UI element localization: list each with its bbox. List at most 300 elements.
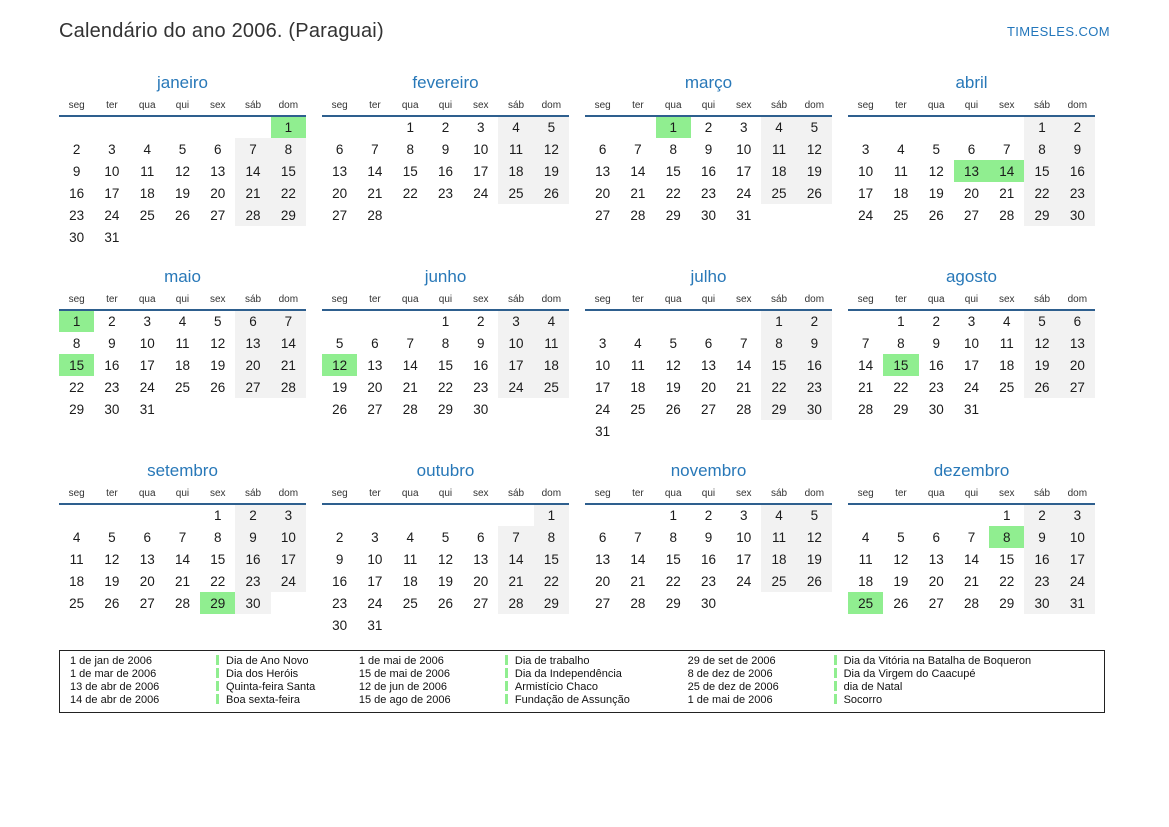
day-cell: 9 (235, 526, 270, 548)
day-cell: 2 (932, 314, 940, 329)
day-cell: 6 (932, 529, 940, 545)
day-cell: 10 (139, 335, 155, 351)
day-cell: 26 (928, 207, 944, 223)
day-cell: 30 (104, 401, 120, 417)
day-cell: 20 (963, 185, 979, 201)
legend-holiday-label: Dia da Independência (514, 668, 622, 680)
week-row (322, 332, 569, 354)
day-cell: 2 (441, 120, 450, 135)
day-cell: 15 (665, 551, 681, 567)
legend-date: 1 de mai de 2006 (358, 655, 444, 667)
week-row (848, 398, 1095, 420)
legend-holiday-label: Dia de Ano Novo (226, 655, 309, 667)
week-row (59, 204, 306, 226)
week-row (59, 160, 306, 182)
week-row (59, 548, 306, 570)
day-cell: 9 (1024, 526, 1059, 548)
day-cell (235, 116, 270, 138)
day-cell: 25 (848, 592, 883, 614)
legend-date: 15 de mai de 2006 (358, 668, 451, 680)
day-cell (498, 204, 533, 226)
day-cell: 19 (174, 185, 190, 201)
day-cell: 22 (69, 379, 85, 395)
day-cell (357, 310, 392, 332)
day-cell: 13 (595, 163, 611, 179)
day-cell (59, 504, 94, 526)
holiday-marker-icon (216, 655, 219, 665)
day-cell: 29 (69, 401, 85, 417)
week-row (322, 376, 569, 398)
day-cell: 30 (69, 229, 85, 245)
day-cell: 24 (271, 570, 306, 592)
day-cell: 18 (999, 357, 1015, 373)
weekday-label: dom (534, 488, 569, 504)
day-cell: 12 (1024, 332, 1059, 354)
holiday-marker-icon (834, 655, 837, 665)
weekday-label: dom (797, 294, 832, 310)
day-cell: 30 (797, 398, 832, 420)
day-cell: 23 (928, 379, 944, 395)
day-cell: 28 (174, 595, 190, 611)
legend-holiday-name (216, 668, 359, 681)
week-row (322, 138, 569, 160)
day-cell: 12 (797, 526, 832, 548)
day-cell: 19 (797, 548, 832, 570)
legend-date: 1 de jan de 2006 (70, 655, 152, 667)
day-cell: 15 (210, 551, 226, 567)
day-cell: 26 (437, 595, 453, 611)
weekday-label: sáb (761, 488, 796, 504)
day-cell: 27 (210, 207, 226, 223)
legend-group (688, 655, 1096, 707)
day-cell: 21 (858, 379, 874, 395)
holiday-marker-icon (834, 681, 837, 691)
weekday-label: qua (393, 100, 428, 116)
day-cell: 3 (861, 141, 870, 157)
weekday-label: ter (357, 294, 392, 310)
day-cell: 6 (598, 141, 607, 157)
week-row (322, 160, 569, 182)
day-cell: 21 (174, 573, 190, 589)
day-cell: 26 (665, 401, 681, 417)
week-row (585, 398, 832, 420)
day-cell: 11 (999, 335, 1014, 351)
day-cell: 14 (736, 357, 752, 373)
day-cell: 1 (1003, 508, 1011, 523)
week-row (848, 182, 1095, 204)
day-cell (498, 398, 533, 420)
day-cell: 28 (498, 592, 533, 614)
day-cell: 20 (928, 573, 944, 589)
day-cell: 16 (69, 185, 85, 201)
legend-holiday-name (834, 681, 1096, 694)
weekday-label: sáb (498, 488, 533, 504)
day-cell: 23 (437, 185, 453, 201)
day-cell: 23 (700, 185, 716, 201)
day-cell: 18 (498, 160, 533, 182)
day-cell: 17 (736, 163, 752, 179)
weekday-label: ter (94, 488, 129, 504)
day-cell: 12 (893, 551, 909, 567)
month-days (322, 116, 569, 226)
day-cell: 21 (367, 185, 383, 201)
day-cell: 8 (534, 526, 569, 548)
week-row (59, 182, 306, 204)
week-row (322, 526, 569, 548)
day-cell: 13 (1060, 332, 1095, 354)
month-days (848, 116, 1095, 226)
day-cell (200, 226, 235, 248)
day-cell: 9 (335, 551, 344, 567)
day-cell: 1 (1024, 116, 1059, 138)
day-cell: 31 (736, 207, 752, 223)
day-cell: 13 (595, 551, 611, 567)
week-row (585, 354, 832, 376)
day-cell: 9 (108, 335, 116, 351)
day-cell: 18 (761, 160, 796, 182)
legend-holiday-label: Armistício Chaco (514, 681, 599, 693)
day-cell: 9 (477, 335, 485, 351)
legend-holiday-name (834, 655, 1096, 668)
holidays-legend (59, 650, 1105, 713)
day-cell: 29 (271, 204, 306, 226)
day-cell (534, 204, 569, 226)
day-cell: 8 (214, 529, 222, 545)
day-cell: 31 (963, 401, 979, 417)
day-cell: 23 (104, 379, 120, 395)
day-cell (919, 504, 954, 526)
day-cell (848, 504, 883, 526)
legend-date: 13 de abr de 2006 (70, 681, 160, 693)
day-cell: 29 (893, 401, 909, 417)
day-cell: 23 (332, 595, 348, 611)
weekday-header-row (848, 100, 1095, 116)
month-table (59, 488, 306, 614)
week-row (322, 354, 569, 376)
week-row (848, 570, 1095, 592)
day-cell: 20 (473, 573, 489, 589)
day-cell (761, 204, 796, 226)
weekday-label: dom (1060, 294, 1095, 310)
legend-holiday-label: Dia da Vitória na Batalha de Boqueron (843, 655, 1032, 667)
weekday-label: qua (130, 100, 165, 116)
weekday-label: dom (534, 294, 569, 310)
month-calendar (59, 267, 306, 461)
day-cell (797, 420, 832, 442)
day-cell: 16 (1024, 548, 1059, 570)
day-cell: 31 (367, 617, 383, 633)
month-title: outubro (416, 461, 475, 480)
day-cell: 1 (214, 508, 222, 523)
day-cell: 3 (498, 310, 533, 332)
day-cell (726, 310, 761, 332)
day-cell: 30 (1024, 592, 1059, 614)
weekday-label: sex (463, 294, 498, 310)
day-cell: 7 (861, 335, 870, 351)
weekday-label: seg (59, 488, 94, 504)
day-cell: 10 (963, 335, 979, 351)
day-cell: 6 (214, 141, 222, 157)
day-cell: 9 (932, 335, 940, 351)
day-cell (498, 504, 533, 526)
day-cell: 26 (534, 182, 569, 204)
day-cell: 22 (210, 573, 226, 589)
day-cell: 18 (402, 573, 418, 589)
day-cell (428, 614, 463, 636)
legend-group (70, 655, 359, 707)
day-cell: 23 (1024, 570, 1059, 592)
day-cell (761, 420, 796, 442)
site-link[interactable]: TIMESLES.COM (1006, 24, 1110, 39)
week-row (59, 398, 306, 420)
day-cell: 22 (761, 376, 796, 398)
weekday-label: dom (797, 100, 832, 116)
day-cell (498, 614, 533, 636)
day-cell: 21 (498, 570, 533, 592)
day-cell: 18 (534, 354, 569, 376)
weekday-label: sex (989, 488, 1024, 504)
legend-date: 1 de mai de 2006 (687, 694, 773, 706)
week-row (59, 504, 306, 526)
month-calendar (322, 267, 569, 461)
day-cell: 7 (498, 526, 533, 548)
legend-date: 1 de mar de 2006 (70, 668, 157, 680)
day-cell: 23 (69, 207, 85, 223)
day-cell: 29 (437, 401, 453, 417)
day-cell: 15 (761, 354, 796, 376)
day-cell: 13 (332, 163, 348, 179)
day-cell: 2 (704, 508, 713, 523)
day-cell: 6 (477, 529, 485, 545)
day-cell: 5 (1024, 310, 1059, 332)
day-cell: 9 (704, 141, 713, 157)
weekday-label: dom (1060, 100, 1095, 116)
weekday-label: ter (620, 294, 655, 310)
day-cell: 25 (139, 207, 155, 223)
day-cell: 18 (761, 548, 796, 570)
week-row (848, 332, 1095, 354)
day-cell: 29 (761, 398, 796, 420)
weekday-label: seg (322, 100, 357, 116)
day-cell: 20 (595, 573, 611, 589)
week-row (848, 504, 1095, 526)
day-cell (726, 592, 761, 614)
day-cell: 24 (595, 401, 611, 417)
week-row (585, 570, 832, 592)
day-cell: 25 (999, 379, 1015, 395)
weekday-label: ter (883, 294, 918, 310)
day-cell (954, 504, 989, 526)
week-row (322, 310, 569, 332)
day-cell: 6 (235, 310, 270, 332)
day-cell: 2 (1060, 116, 1095, 138)
day-cell: 18 (69, 573, 85, 589)
holiday-marker-icon (505, 681, 508, 691)
legend-holiday-name (505, 681, 688, 694)
week-row (848, 138, 1095, 160)
day-cell: 26 (797, 182, 832, 204)
day-cell: 20 (332, 185, 348, 201)
holiday-marker-icon (505, 668, 508, 678)
day-cell: 1 (534, 504, 569, 526)
day-cell: 17 (858, 185, 874, 201)
day-cell: 14 (989, 160, 1024, 182)
day-cell: 27 (1060, 376, 1095, 398)
day-cell: 1 (897, 314, 905, 329)
day-cell: 2 (704, 120, 713, 135)
day-cell: 22 (893, 379, 909, 395)
day-cell: 29 (200, 592, 235, 614)
day-cell: 17 (139, 357, 155, 373)
day-cell (322, 310, 357, 332)
weekday-label: dom (271, 488, 306, 504)
day-cell: 28 (736, 401, 752, 417)
day-cell: 10 (367, 551, 383, 567)
day-cell (585, 504, 620, 526)
day-cell (883, 504, 918, 526)
week-row (585, 376, 832, 398)
day-cell: 16 (104, 357, 120, 373)
week-row (322, 570, 569, 592)
day-cell: 5 (797, 116, 832, 138)
month-calendar (322, 73, 569, 267)
month-days (59, 504, 306, 614)
day-cell: 13 (367, 357, 383, 373)
day-cell: 27 (332, 207, 348, 223)
day-cell: 4 (861, 529, 870, 545)
weekday-label: ter (357, 488, 392, 504)
day-cell: 17 (595, 379, 611, 395)
day-cell: 2 (797, 310, 832, 332)
month-table (848, 100, 1095, 226)
day-cell: 12 (210, 335, 226, 351)
month-calendar (59, 73, 306, 267)
month-title: novembro (670, 461, 747, 480)
day-cell (797, 592, 832, 614)
week-row (59, 332, 306, 354)
month-calendar (848, 73, 1095, 267)
day-cell: 9 (72, 163, 81, 179)
day-cell: 30 (700, 207, 716, 223)
day-cell: 28 (858, 401, 874, 417)
weekday-header-row (585, 100, 832, 116)
day-cell (235, 226, 270, 248)
weekday-label: sex (200, 100, 235, 116)
day-cell: 26 (1024, 376, 1059, 398)
day-cell: 17 (104, 185, 120, 201)
month-days (585, 504, 832, 614)
week-row (848, 354, 1095, 376)
day-cell: 3 (143, 314, 151, 329)
day-cell: 15 (59, 354, 94, 376)
day-cell: 13 (700, 357, 716, 373)
day-cell: 24 (963, 379, 979, 395)
weekday-label: sáb (1024, 488, 1059, 504)
day-cell: 20 (595, 185, 611, 201)
weekday-label: seg (585, 294, 620, 310)
day-cell: 25 (402, 595, 418, 611)
month-table (585, 488, 832, 614)
month-title: setembro (147, 461, 218, 480)
weekday-label: sex (463, 100, 498, 116)
day-cell: 29 (1024, 204, 1059, 226)
day-cell: 28 (367, 207, 383, 223)
weekday-header-row (848, 294, 1095, 310)
day-cell: 4 (761, 504, 796, 526)
weekday-header-row (848, 488, 1095, 504)
day-cell: 27 (367, 401, 383, 417)
weekday-label: sex (463, 488, 498, 504)
holiday-marker-icon (834, 694, 837, 704)
month-title: agosto (945, 267, 998, 286)
day-cell: 12 (322, 354, 357, 376)
day-cell: 19 (534, 160, 569, 182)
day-cell: 23 (700, 573, 716, 589)
weekday-header-row (59, 294, 306, 310)
week-row (848, 116, 1095, 138)
weekday-label: qui (428, 488, 463, 504)
weekday-header-row (59, 488, 306, 504)
day-cell: 3 (967, 314, 976, 329)
day-cell (357, 116, 392, 138)
weekday-label: qua (919, 488, 954, 504)
day-cell: 11 (403, 551, 418, 567)
day-cell: 25 (69, 595, 85, 611)
day-cell: 12 (174, 163, 190, 179)
day-cell: 17 (367, 573, 383, 589)
day-cell: 16 (797, 354, 832, 376)
day-cell: 7 (634, 529, 642, 545)
day-cell: 11 (498, 138, 533, 160)
day-cell: 25 (761, 182, 796, 204)
week-row (322, 592, 569, 614)
day-cell (393, 614, 428, 636)
weekday-label: sex (200, 294, 235, 310)
week-row (322, 614, 569, 636)
day-cell: 26 (797, 570, 832, 592)
day-cell: 10 (271, 526, 306, 548)
day-cell: 16 (928, 357, 944, 373)
day-cell: 28 (630, 207, 646, 223)
day-cell (235, 398, 270, 420)
day-cell: 22 (999, 573, 1015, 589)
day-cell: 2 (108, 314, 116, 329)
day-cell (463, 614, 498, 636)
day-cell: 31 (595, 423, 611, 439)
day-cell: 24 (1060, 570, 1095, 592)
day-cell: 22 (402, 185, 418, 201)
day-cell: 5 (178, 141, 187, 157)
day-cell (271, 592, 306, 614)
holiday-marker-icon (216, 668, 219, 678)
weekday-label: sáb (1024, 100, 1059, 116)
weekday-label: qui (428, 100, 463, 116)
day-cell: 26 (210, 379, 226, 395)
day-cell: 29 (665, 595, 681, 611)
months-grid (59, 73, 1110, 655)
legend-holiday-name (834, 668, 1096, 681)
day-cell: 27 (473, 595, 489, 611)
month-days (585, 310, 832, 442)
month-title: maio (164, 267, 201, 286)
day-cell: 16 (1060, 160, 1095, 182)
day-cell: 1 (656, 116, 691, 138)
day-cell: 6 (371, 335, 379, 351)
day-cell: 21 (402, 379, 418, 395)
day-cell (919, 116, 954, 138)
month-days (848, 310, 1095, 420)
day-cell: 23 (797, 376, 832, 398)
